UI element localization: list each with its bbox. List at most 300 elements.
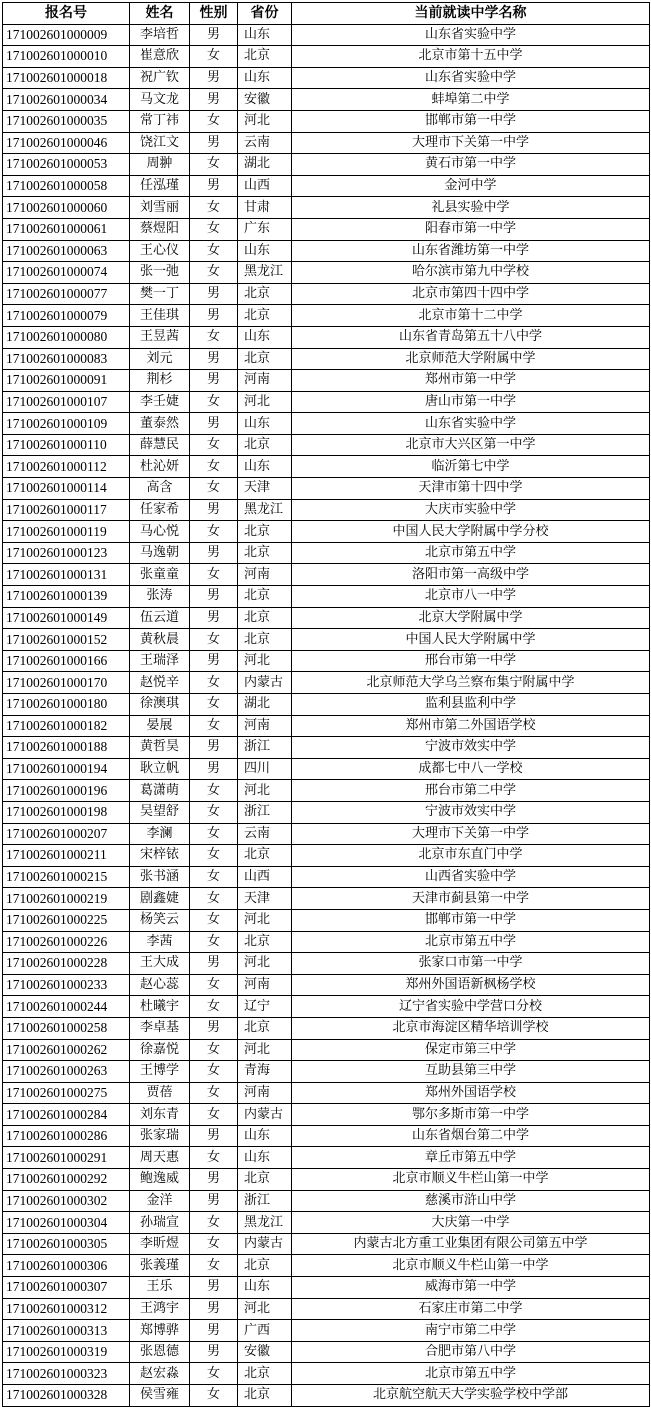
- gender-cell: 女: [190, 672, 238, 694]
- school-name-cell: 南宁市第二中学: [292, 1320, 650, 1342]
- table-row: [3, 370, 650, 392]
- student-name-cell: 王鸿宇: [130, 1298, 190, 1320]
- school-name-cell: 天津市第十四中学: [292, 478, 650, 500]
- table-row: [3, 413, 650, 435]
- registration-number-cell: 171002601000123: [3, 542, 130, 564]
- school-name-cell: 成都七中八一学校: [292, 758, 650, 780]
- gender-cell: 男: [190, 1277, 238, 1299]
- student-name-cell: 金洋: [130, 1190, 190, 1212]
- table-row: [3, 283, 650, 305]
- table-row: [3, 823, 650, 845]
- province-cell: 浙江: [238, 801, 292, 823]
- gender-cell: 女: [190, 1061, 238, 1083]
- school-name-cell: 北京航空航天大学实验学校中学部: [292, 1385, 650, 1407]
- table-row: [3, 888, 650, 910]
- registration-number-cell: 171002601000244: [3, 996, 130, 1018]
- school-name-cell: 章丘市第五中学: [292, 1147, 650, 1169]
- student-name-cell: 王大成: [130, 953, 190, 975]
- province-cell: 北京: [238, 305, 292, 327]
- province-cell: 山西: [238, 866, 292, 888]
- province-cell: 河北: [238, 650, 292, 672]
- table-row: [3, 132, 650, 154]
- registration-number-cell: 171002601000263: [3, 1061, 130, 1083]
- province-cell: 天津: [238, 478, 292, 500]
- province-cell: 山东: [238, 456, 292, 478]
- student-name-cell: 李澜: [130, 823, 190, 845]
- student-name-cell: 耿立帆: [130, 758, 190, 780]
- province-cell: 山东: [238, 67, 292, 89]
- student-name-cell: 王乐: [130, 1277, 190, 1299]
- school-name-cell: 威海市第一中学: [292, 1277, 650, 1299]
- province-cell: 北京: [238, 586, 292, 608]
- student-name-cell: 李培哲: [130, 24, 190, 46]
- gender-cell: 男: [190, 370, 238, 392]
- registration-number-cell: 171002601000328: [3, 1385, 130, 1407]
- school-name-cell: 大理市下关第一中学: [292, 823, 650, 845]
- table-row: [3, 715, 650, 737]
- registration-number-cell: 171002601000211: [3, 845, 130, 867]
- student-name-cell: 薛慧民: [130, 434, 190, 456]
- student-name-cell: 李茜: [130, 931, 190, 953]
- table-row: [3, 1341, 650, 1363]
- school-name-cell: 北京市八一中学: [292, 586, 650, 608]
- school-name-cell: 北京师范大学附属中学: [292, 348, 650, 370]
- table-row: [3, 326, 650, 348]
- registration-number-cell: 171002601000063: [3, 240, 130, 262]
- header-province: 省份: [238, 3, 292, 25]
- gender-cell: 女: [190, 888, 238, 910]
- school-name-cell: 山东省潍坊第一中学: [292, 240, 650, 262]
- student-name-cell: 张童童: [130, 564, 190, 586]
- registration-number-cell: 171002601000196: [3, 780, 130, 802]
- school-name-cell: 山东省烟台第二中学: [292, 1125, 650, 1147]
- student-name-cell: 赵悦辛: [130, 672, 190, 694]
- school-name-cell: 北京市顺义牛栏山第一中学: [292, 1169, 650, 1191]
- province-cell: 河南: [238, 370, 292, 392]
- registration-number-cell: 171002601000313: [3, 1320, 130, 1342]
- gender-cell: 女: [190, 262, 238, 284]
- school-name-cell: 蚌埠第二中学: [292, 89, 650, 111]
- registration-number-cell: 171002601000112: [3, 456, 130, 478]
- school-name-cell: 金河中学: [292, 175, 650, 197]
- province-cell: 青海: [238, 1061, 292, 1083]
- table-row: [3, 1125, 650, 1147]
- table-row: [3, 24, 650, 46]
- school-name-cell: 北京市大兴区第一中学: [292, 434, 650, 456]
- student-name-cell: 鲍逸威: [130, 1169, 190, 1191]
- province-cell: 河北: [238, 110, 292, 132]
- registration-number-cell: 171002601000262: [3, 1039, 130, 1061]
- registration-number-cell: 171002601000306: [3, 1255, 130, 1277]
- school-name-cell: 山东省青岛第五十八中学: [292, 326, 650, 348]
- student-name-cell: 徐澳琪: [130, 694, 190, 716]
- province-cell: 北京: [238, 607, 292, 629]
- gender-cell: 女: [190, 694, 238, 716]
- province-cell: 河南: [238, 715, 292, 737]
- table-row: [3, 542, 650, 564]
- student-name-cell: 张一弛: [130, 262, 190, 284]
- header-registration-number: 报名号: [3, 3, 130, 25]
- school-name-cell: 郑州市第二外国语学校: [292, 715, 650, 737]
- gender-cell: 女: [190, 1082, 238, 1104]
- registration-number-cell: 171002601000079: [3, 305, 130, 327]
- registration-number-cell: 171002601000198: [3, 801, 130, 823]
- student-name-cell: 李壬婕: [130, 391, 190, 413]
- school-name-cell: 张家口市第一中学: [292, 953, 650, 975]
- student-name-cell: 宋梓铱: [130, 845, 190, 867]
- table-row: [3, 564, 650, 586]
- school-name-cell: 大庆市实验中学: [292, 499, 650, 521]
- province-cell: 河北: [238, 391, 292, 413]
- student-name-cell: 王瑞泽: [130, 650, 190, 672]
- gender-cell: 男: [190, 89, 238, 111]
- gender-cell: 女: [190, 1363, 238, 1385]
- gender-cell: 女: [190, 478, 238, 500]
- gender-cell: 男: [190, 132, 238, 154]
- table-row: [3, 499, 650, 521]
- registration-number-cell: 171002601000286: [3, 1125, 130, 1147]
- gender-cell: 女: [190, 845, 238, 867]
- registration-number-cell: 171002601000018: [3, 67, 130, 89]
- school-name-cell: 鄂尔多斯市第一中学: [292, 1104, 650, 1126]
- table-row: [3, 996, 650, 1018]
- table-row: [3, 931, 650, 953]
- gender-cell: 女: [190, 974, 238, 996]
- province-cell: 安徽: [238, 89, 292, 111]
- registration-number-cell: 171002601000207: [3, 823, 130, 845]
- registration-number-cell: 171002601000074: [3, 262, 130, 284]
- gender-cell: 女: [190, 154, 238, 176]
- gender-cell: 女: [190, 46, 238, 68]
- student-name-cell: 葛潇萌: [130, 780, 190, 802]
- student-name-cell: 饶江文: [130, 132, 190, 154]
- province-cell: 云南: [238, 823, 292, 845]
- province-cell: 北京: [238, 283, 292, 305]
- gender-cell: 女: [190, 110, 238, 132]
- province-cell: 四川: [238, 758, 292, 780]
- school-name-cell: 互助县第三中学: [292, 1061, 650, 1083]
- gender-cell: 男: [190, 1190, 238, 1212]
- table-row: [3, 607, 650, 629]
- school-name-cell: 哈尔滨市第九中学校: [292, 262, 650, 284]
- table-row: [3, 197, 650, 219]
- gender-cell: 女: [190, 866, 238, 888]
- school-name-cell: 北京市第五中学: [292, 931, 650, 953]
- table-row: [3, 391, 650, 413]
- student-name-cell: 崔意欣: [130, 46, 190, 68]
- registration-number-cell: 171002601000284: [3, 1104, 130, 1126]
- province-cell: 安徽: [238, 1341, 292, 1363]
- province-cell: 内蒙古: [238, 672, 292, 694]
- gender-cell: 男: [190, 737, 238, 759]
- school-name-cell: 北京大学附属中学: [292, 607, 650, 629]
- admission-table: [2, 2, 650, 1407]
- school-name-cell: 北京市东直门中学: [292, 845, 650, 867]
- table-row: [3, 1082, 650, 1104]
- table-row: [3, 456, 650, 478]
- gender-cell: 男: [190, 283, 238, 305]
- gender-cell: 女: [190, 326, 238, 348]
- table-row: [3, 46, 650, 68]
- registration-number-cell: 171002601000034: [3, 89, 130, 111]
- province-cell: 北京: [238, 845, 292, 867]
- table-row: [3, 478, 650, 500]
- table-row: [3, 1255, 650, 1277]
- registration-number-cell: 171002601000053: [3, 154, 130, 176]
- table-row: [3, 1320, 650, 1342]
- school-name-cell: 慈溪市浒山中学: [292, 1190, 650, 1212]
- school-name-cell: 石家庄市第二中学: [292, 1298, 650, 1320]
- student-name-cell: 剧鑫婕: [130, 888, 190, 910]
- gender-cell: 男: [190, 348, 238, 370]
- student-name-cell: 王博学: [130, 1061, 190, 1083]
- student-name-cell: 侯雪雍: [130, 1385, 190, 1407]
- registration-number-cell: 171002601000046: [3, 132, 130, 154]
- province-cell: 内蒙古: [238, 1104, 292, 1126]
- school-name-cell: 山东省实验中学: [292, 24, 650, 46]
- student-name-cell: 荆杉: [130, 370, 190, 392]
- province-cell: 辽宁: [238, 996, 292, 1018]
- table-row: [3, 1147, 650, 1169]
- province-cell: 山东: [238, 1277, 292, 1299]
- table-header-row: [3, 3, 650, 25]
- gender-cell: 男: [190, 1017, 238, 1039]
- province-cell: 山西: [238, 175, 292, 197]
- header-name: 姓名: [130, 3, 190, 25]
- province-cell: 河北: [238, 780, 292, 802]
- table-row: [3, 89, 650, 111]
- table-row: [3, 240, 650, 262]
- school-name-cell: 邯郸市第一中学: [292, 909, 650, 931]
- gender-cell: 男: [190, 1169, 238, 1191]
- gender-cell: 女: [190, 931, 238, 953]
- province-cell: 北京: [238, 1017, 292, 1039]
- province-cell: 北京: [238, 1169, 292, 1191]
- table-row: [3, 154, 650, 176]
- student-name-cell: 常丁祎: [130, 110, 190, 132]
- school-name-cell: 中国人民大学附属中学: [292, 629, 650, 651]
- registration-number-cell: 171002601000258: [3, 1017, 130, 1039]
- gender-cell: 女: [190, 823, 238, 845]
- student-name-cell: 杨笑云: [130, 909, 190, 931]
- province-cell: 山东: [238, 413, 292, 435]
- table-row: [3, 866, 650, 888]
- gender-cell: 男: [190, 24, 238, 46]
- gender-cell: 女: [190, 456, 238, 478]
- school-name-cell: 中国人民大学附属中学分校: [292, 521, 650, 543]
- gender-cell: 女: [190, 1385, 238, 1407]
- province-cell: 河南: [238, 564, 292, 586]
- table-row: [3, 175, 650, 197]
- school-name-cell: 大庆第一中学: [292, 1212, 650, 1234]
- province-cell: 河南: [238, 1082, 292, 1104]
- student-name-cell: 樊一丁: [130, 283, 190, 305]
- student-name-cell: 周翀: [130, 154, 190, 176]
- school-name-cell: 北京师范大学乌兰察布集宁附属中学: [292, 672, 650, 694]
- school-name-cell: 郑州外国语新枫杨学校: [292, 974, 650, 996]
- school-name-cell: 监利县监利中学: [292, 694, 650, 716]
- gender-cell: 男: [190, 607, 238, 629]
- province-cell: 山东: [238, 326, 292, 348]
- school-name-cell: 大理市下关第一中学: [292, 132, 650, 154]
- table-row: [3, 218, 650, 240]
- table-row: [3, 348, 650, 370]
- school-name-cell: 山东省实验中学: [292, 67, 650, 89]
- student-name-cell: 蔡煜阳: [130, 218, 190, 240]
- gender-cell: 男: [190, 67, 238, 89]
- student-name-cell: 黄秋晨: [130, 629, 190, 651]
- registration-number-cell: 171002601000152: [3, 629, 130, 651]
- school-name-cell: 山东省实验中学: [292, 413, 650, 435]
- table-row: [3, 1039, 650, 1061]
- gender-cell: 女: [190, 715, 238, 737]
- gender-cell: 女: [190, 629, 238, 651]
- admission-list-sheet: [2, 2, 649, 1403]
- province-cell: 浙江: [238, 1190, 292, 1212]
- province-cell: 北京: [238, 521, 292, 543]
- province-cell: 黑龙江: [238, 499, 292, 521]
- province-cell: 北京: [238, 1363, 292, 1385]
- student-name-cell: 任泓瑾: [130, 175, 190, 197]
- school-name-cell: 黄石市第一中学: [292, 154, 650, 176]
- registration-number-cell: 171002601000009: [3, 24, 130, 46]
- gender-cell: 女: [190, 909, 238, 931]
- student-name-cell: 李昕煜: [130, 1233, 190, 1255]
- gender-cell: 女: [190, 780, 238, 802]
- province-cell: 湖北: [238, 154, 292, 176]
- table-row: [3, 801, 650, 823]
- student-name-cell: 马文龙: [130, 89, 190, 111]
- gender-cell: 女: [190, 1255, 238, 1277]
- school-name-cell: 辽宁省实验中学营口分校: [292, 996, 650, 1018]
- registration-number-cell: 171002601000058: [3, 175, 130, 197]
- school-name-cell: 内蒙古北方重工业集团有限公司第五中学: [292, 1233, 650, 1255]
- student-name-cell: 祝广钦: [130, 67, 190, 89]
- table-row: [3, 1061, 650, 1083]
- province-cell: 山东: [238, 1125, 292, 1147]
- student-name-cell: 周天惠: [130, 1147, 190, 1169]
- registration-number-cell: 171002601000110: [3, 434, 130, 456]
- registration-number-cell: 171002601000305: [3, 1233, 130, 1255]
- province-cell: 河北: [238, 1298, 292, 1320]
- registration-number-cell: 171002601000149: [3, 607, 130, 629]
- table-row: [3, 305, 650, 327]
- student-name-cell: 刘东青: [130, 1104, 190, 1126]
- province-cell: 北京: [238, 931, 292, 953]
- gender-cell: 男: [190, 499, 238, 521]
- province-cell: 河北: [238, 909, 292, 931]
- gender-cell: 女: [190, 564, 238, 586]
- gender-cell: 男: [190, 1320, 238, 1342]
- school-name-cell: 宁波市效实中学: [292, 737, 650, 759]
- registration-number-cell: 171002601000215: [3, 866, 130, 888]
- student-name-cell: 高含: [130, 478, 190, 500]
- registration-number-cell: 171002601000109: [3, 413, 130, 435]
- registration-number-cell: 171002601000077: [3, 283, 130, 305]
- student-name-cell: 贾蓓: [130, 1082, 190, 1104]
- student-name-cell: 张涛: [130, 586, 190, 608]
- gender-cell: 男: [190, 542, 238, 564]
- table-row: [3, 672, 650, 694]
- student-name-cell: 吴望舒: [130, 801, 190, 823]
- registration-number-cell: 171002601000060: [3, 197, 130, 219]
- gender-cell: 男: [190, 1125, 238, 1147]
- registration-number-cell: 171002601000170: [3, 672, 130, 694]
- province-cell: 天津: [238, 888, 292, 910]
- province-cell: 广西: [238, 1320, 292, 1342]
- gender-cell: 男: [190, 413, 238, 435]
- table-row: [3, 974, 650, 996]
- gender-cell: 女: [190, 1039, 238, 1061]
- gender-cell: 男: [190, 650, 238, 672]
- student-name-cell: 王佳琪: [130, 305, 190, 327]
- province-cell: 浙江: [238, 737, 292, 759]
- student-name-cell: 晏展: [130, 715, 190, 737]
- registration-number-cell: 171002601000010: [3, 46, 130, 68]
- registration-number-cell: 171002601000114: [3, 478, 130, 500]
- registration-number-cell: 171002601000194: [3, 758, 130, 780]
- registration-number-cell: 171002601000166: [3, 650, 130, 672]
- student-name-cell: 张恩德: [130, 1341, 190, 1363]
- table-row: [3, 1104, 650, 1126]
- table-row: [3, 1212, 650, 1234]
- header-gender: 性别: [190, 3, 238, 25]
- student-name-cell: 伍云道: [130, 607, 190, 629]
- registration-number-cell: 171002601000107: [3, 391, 130, 413]
- table-row: [3, 780, 650, 802]
- table-row: [3, 1363, 650, 1385]
- gender-cell: 男: [190, 1341, 238, 1363]
- province-cell: 河北: [238, 953, 292, 975]
- school-name-cell: 邢台市第一中学: [292, 650, 650, 672]
- table-row: [3, 110, 650, 132]
- school-name-cell: 邯郸市第一中学: [292, 110, 650, 132]
- student-name-cell: 李卓基: [130, 1017, 190, 1039]
- student-name-cell: 张书涵: [130, 866, 190, 888]
- table-row: [3, 953, 650, 975]
- school-name-cell: 合肥市第八中学: [292, 1341, 650, 1363]
- gender-cell: 男: [190, 586, 238, 608]
- gender-cell: 女: [190, 1147, 238, 1169]
- province-cell: 河南: [238, 974, 292, 996]
- registration-number-cell: 171002601000275: [3, 1082, 130, 1104]
- school-name-cell: 天津市蓟县第一中学: [292, 888, 650, 910]
- province-cell: 广东: [238, 218, 292, 240]
- student-name-cell: 王心仪: [130, 240, 190, 262]
- school-name-cell: 北京市第十二中学: [292, 305, 650, 327]
- registration-number-cell: 171002601000035: [3, 110, 130, 132]
- table-row: [3, 845, 650, 867]
- student-name-cell: 马逸朝: [130, 542, 190, 564]
- registration-number-cell: 171002601000182: [3, 715, 130, 737]
- registration-number-cell: 171002601000312: [3, 1298, 130, 1320]
- school-name-cell: 宁波市效实中学: [292, 801, 650, 823]
- school-name-cell: 洛阳市第一高级中学: [292, 564, 650, 586]
- gender-cell: 女: [190, 1233, 238, 1255]
- registration-number-cell: 171002601000180: [3, 694, 130, 716]
- student-name-cell: 王昱茜: [130, 326, 190, 348]
- student-name-cell: 黄哲昊: [130, 737, 190, 759]
- province-cell: 北京: [238, 1255, 292, 1277]
- registration-number-cell: 171002601000119: [3, 521, 130, 543]
- registration-number-cell: 171002601000292: [3, 1169, 130, 1191]
- school-name-cell: 北京市第五中学: [292, 1363, 650, 1385]
- registration-number-cell: 171002601000139: [3, 586, 130, 608]
- student-name-cell: 马心悦: [130, 521, 190, 543]
- registration-number-cell: 171002601000091: [3, 370, 130, 392]
- student-name-cell: 郑博骅: [130, 1320, 190, 1342]
- gender-cell: 男: [190, 758, 238, 780]
